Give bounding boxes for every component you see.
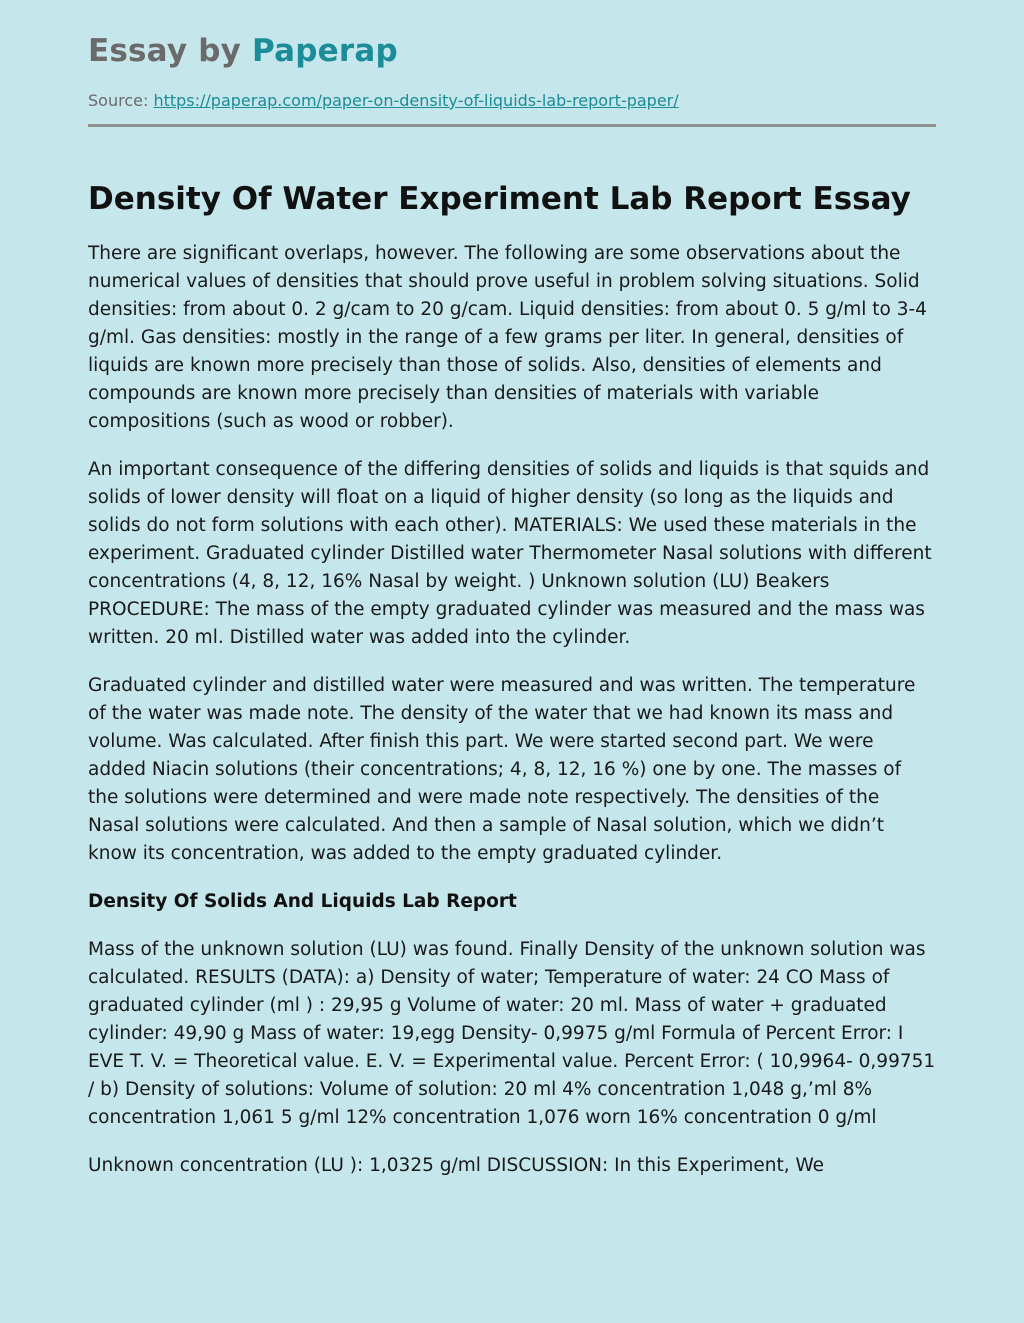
article-paragraph: There are significant overlaps, however. The following are some observations about the numerical values of densities that should prove useful in problem solving situations. Solid densities: from about 0. 2 g/cam to 20 g/cam. Liquid densities: from about 0. 5 g/ml to 3-4 g/ml. Gas densities: mostly in the range of a few grams per liter. In general, densities of liquids are known more precisely than those of solids. Also, densities of elements and compounds are known more precisely than densities of materials with variable compositions (such as wood or robber). xyxy=(88,243,927,432)
source-label: Source: xyxy=(88,91,154,110)
header xyxy=(88,30,936,112)
site-brand xyxy=(88,30,936,72)
article-paragraph: Unknown concentration (LU ): 1,0325 g/ml DISCUSSION: In this Experiment, We xyxy=(88,1155,825,1176)
article xyxy=(88,180,936,1200)
brand-name[interactable]: Paperap xyxy=(252,33,398,69)
article-subheading: Density Of Solids And Liquids Lab Report xyxy=(88,891,517,912)
article-paragraph: Mass of the unknown solution (LU) was found. Finally Density of the unknown solution was calculated. RESULTS (DATA): a) Density of water; Temperature of water: 24 CO Mass of graduated cylinder (ml ) : 29,95 g Volume of water: 20 ml. Mass of water + graduated cylinder: 49,90 g Mass of water: 19,egg Density- 0,9975 g/ml Formula of Percent Error: I EVE T. V. = Theoretical value. E. V. = Experimental value. Percent Error: ( 10,9964- 0,99751 / b) Density of solutions: Volume of solution: 20 ml 4% concentration 1,048 g,’ml 8% concentration 1,061 5 g/ml 12% concentration 1,076 worn 16% concentration 0 g/ml xyxy=(88,939,936,1128)
brand-prefix: Essay by xyxy=(88,33,253,69)
article-paragraph: An important consequence of the differing densities of solids and liquids is that squids and solids of lower density will float on a liquid of higher density (so long as the liquids and solids do not form solutions with each other). MATERIALS: We used these materials in the experiment. Graduated cylinder Distilled water Thermometer Nasal solutions with different concentrations (4, 8, 12, 16% Nasal by weight. ) Unknown solution (LU) Beakers PROCEDURE: The mass of the empty graduated cylinder was measured and the mass was written. 20 ml. Distilled water was added into the cylinder. xyxy=(88,459,932,648)
article-paragraph: Graduated cylinder and distilled water were measured and was written. The temperature of the water was made note. The density of the water that we had known its mass and volume. Was calculated. After finish this part. We were started second part. We were added Niacin solutions (their concentrations; 4, 8, 12, 16 %) one by one. The masses of the solutions were determined and were made note respectively. The densities of the Nasal solutions were calculated. And then a sample of Nasal solution, which we didn’t know its concentration, was added to the empty graduated cylinder. xyxy=(88,675,916,864)
source-link[interactable]: https://paperap.com/paper-on-density-of-liquids-lab-report-paper/ xyxy=(153,91,679,110)
article-title: Density Of Water Experiment Lab Report Essay xyxy=(88,181,911,217)
source-line xyxy=(88,90,936,112)
header-divider xyxy=(88,124,936,127)
